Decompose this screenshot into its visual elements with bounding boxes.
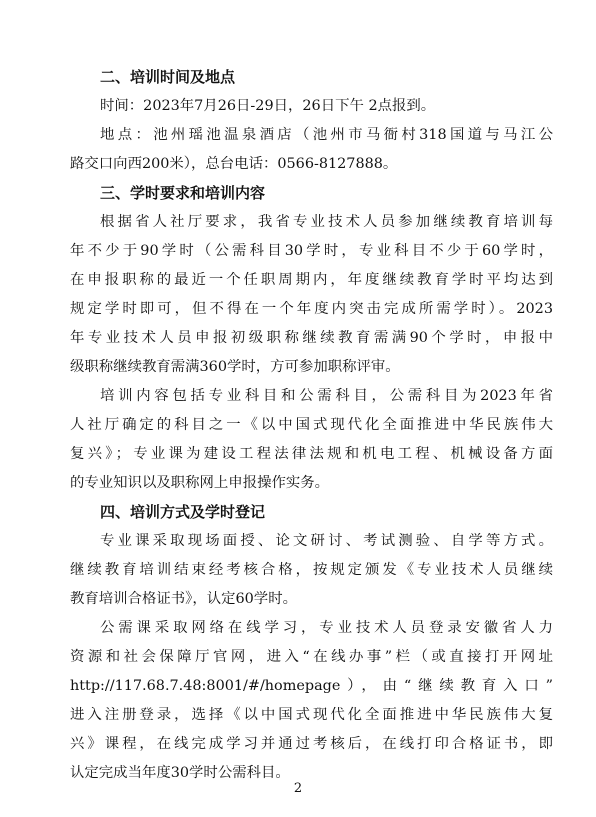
paragraph-line: 年不少于90学时（公需科目30学时，专业科目不少于60学时， [70, 243, 553, 259]
paragraph-line: 路交口向西200米），总台电话：0566-8127888。 [70, 156, 398, 172]
paragraph-line: 兴》课程，在线完成学习并通过考核后，在线打印合格证书，即 [70, 736, 553, 752]
paragraph-line-url: http://117.68.7.48:8001/#/homepage），由“继续教育入口” [70, 678, 553, 694]
section-heading-hours-content: 三、学时要求和培训内容 [100, 184, 266, 202]
paragraph-line: 的专业知识以及职称网上申报操作实务。 [70, 475, 330, 491]
paragraph-line: 地点：池州瑶池温泉酒店（池州市马衙村318国道与马江公 [100, 127, 553, 143]
paragraph-line: 认定完成当年度30学时公需科目。 [70, 765, 290, 781]
paragraph-line: 资源和社会保障厅官网，进入“在线办事”栏（或直接打开网址 [70, 649, 553, 665]
paragraph-line: 教育培训合格证书》，认定60学时。 [70, 591, 297, 607]
paragraph-line: 继续教育培训结束经考核合格，按规定颁发《专业技术人员继续 [70, 562, 553, 578]
paragraph-line: 人社厅确定的科目之一《以中国式现代化全面推进中华民族伟大 [70, 417, 553, 433]
paragraph-line: 级职称继续教育需满360学时，方可参加职称评审。 [70, 359, 400, 375]
paragraph-line: 年专业技术人员申报初级职称继续教育需满90个学时，申报中 [70, 330, 553, 346]
paragraph-line: 培训内容包括专业科目和公需科目，公需科目为2023年省 [100, 388, 553, 404]
paragraph-line: 在申报职称的最近一个任职周期内，年度继续教育学时平均达到 [70, 272, 553, 288]
paragraph-line: 根据省人社厅要求，我省专业技术人员参加继续教育培训每 [100, 214, 553, 230]
paragraph-line: 公需课采取网络在线学习，专业技术人员登录安徽省人力 [100, 620, 553, 636]
section-heading-method-registration: 四、培训方式及学时登记 [100, 503, 266, 521]
page-number: 2 [293, 781, 303, 796]
section-heading-time-place: 二、培训时间及地点 [100, 68, 236, 86]
paragraph-line: 时间：2023年7月26日-29日，26日下午 2点报到。 [100, 98, 436, 114]
paragraph-line: 复兴》；专业课为建设工程法律法规和机电工程、机械设备方面 [70, 446, 553, 462]
paragraph-line: 规定学时即可，但不得在一个年度内突击完成所需学时）。2023 [70, 301, 553, 317]
document-body [70, 63, 553, 788]
paragraph-line: 进入注册登录，选择《以中国式现代化全面推进中华民族伟大复 [70, 707, 553, 723]
paragraph-line: 专业课采取现场面授、论文研讨、考试测验、自学等方式。 [100, 533, 553, 549]
